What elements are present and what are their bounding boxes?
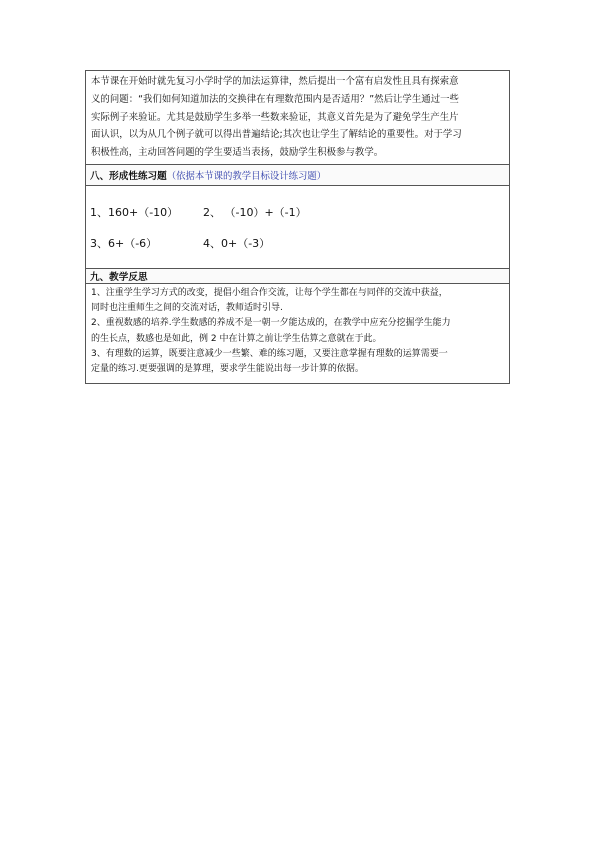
reflection-line: 同时也注重师生之间的交流对话，教师适时引导. [91,303,283,314]
reflection-line: 2、重视数感的培养.学生数感的养成不是一朝一夕能达成的，在教学中应充分挖掘学生能力 [91,318,451,329]
teaching-notes-line: 义的问题：“我们如何知道加法的交换律在有理数范围内是否适用？”然后让学生通过一些 [91,93,459,105]
exercise-item: 3、6+（-6） [90,236,158,250]
reflection-section-heading [86,269,509,284]
exercise-item: 1、160+（-10） [90,205,179,219]
exercise-section-title: 八、形成性练习题 [90,170,167,182]
teaching-notes-cell [86,71,509,165]
exercise-item: 4、0+（-3） [203,236,271,250]
reflection-line: 的生长点，数感也是如此，例 2 中在计算之前让学生估算之意就在于此。 [91,333,382,344]
teaching-notes-line: 本节课在开始时就先复习小学时学的加法运算律，然后提出一个富有启发性且具有探索意 [91,76,459,87]
reflection-section-title: 九、教学反思 [90,271,148,283]
reflection-cell [86,284,509,383]
reflection-line: 定量的练习.更要强调的是算理，要求学生能说出每一步计算的依据。 [91,364,364,374]
exercise-section-heading [86,165,509,186]
exercise-list [86,186,509,269]
reflection-line: 1、注重学生学习方式的改变，提倡小组合作交流，让每个学生都在与同伴的交流中获益， [91,287,448,298]
exercise-row [90,235,505,266]
teaching-notes-line: 积极性高，主动回答问题的学生要适当表扬，鼓励学生积极参与教学。 [91,147,384,159]
reflection-line: 3、有理数的运算，既要注意减少一些繁、难的练习题，又要注意掌握有理数的运算需要一 [91,348,448,359]
exercise-item: 2、 （-10）+（-1） [203,205,307,219]
lesson-plan-table [85,70,510,384]
exercise-section-note: （依据本节课的教学目标设计练习题） [166,170,327,182]
teaching-notes-line: 面认识，以为从几个例子就可以得出普遍结论;其次也让学生了解结论的重要性。对于学习 [91,129,462,141]
teaching-notes-line: 实际例子来验证。尤其是鼓励学生多举一些数来验证，其意义首先是为了避免学生产生片 [91,111,459,123]
exercise-row [90,204,505,235]
